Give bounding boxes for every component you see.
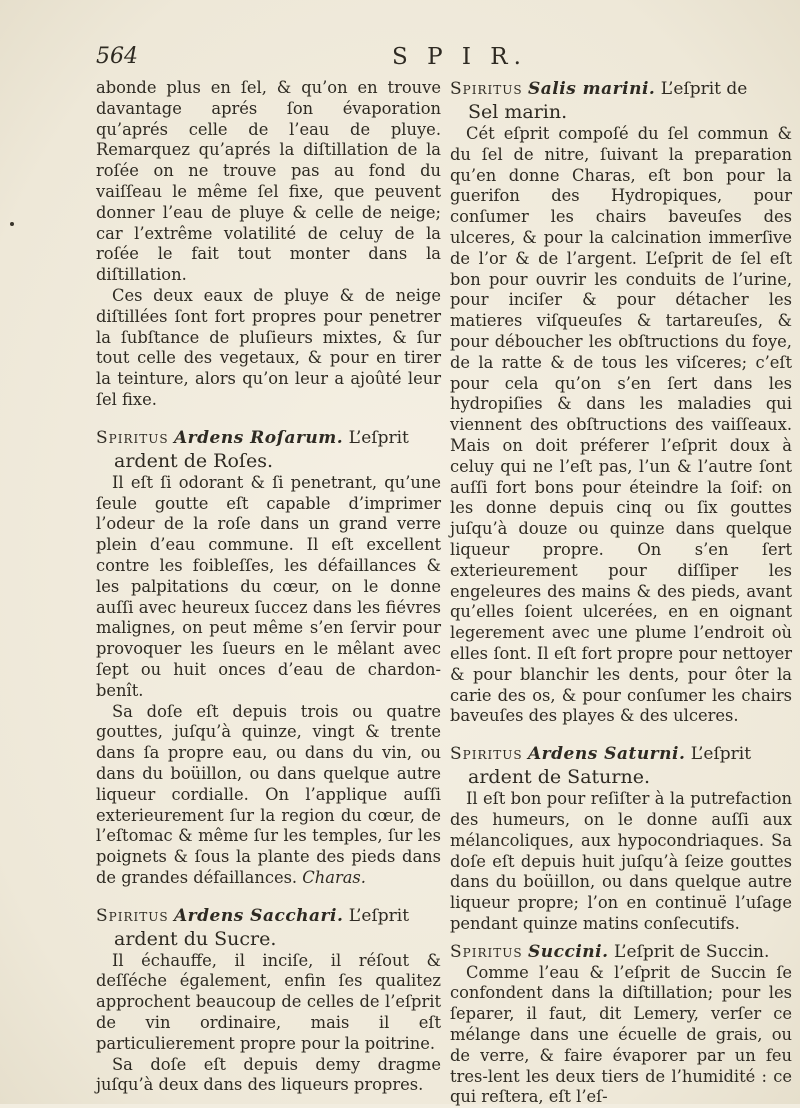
- entry-head-word: Spiritus: [96, 905, 169, 926]
- entry-spiritus-salis-marini: [450, 78, 792, 727]
- entry-latin-name: Succini.: [527, 941, 609, 962]
- page-number: 564: [96, 44, 138, 69]
- entry-french-gloss-cont: ardent du Sucre.: [114, 927, 277, 950]
- entry-french-gloss-cont: ardent de Saturne.: [468, 766, 650, 789]
- entry-french-gloss-cont: Sel marin.: [468, 101, 568, 123]
- entry-head-word: Spiritus: [450, 941, 523, 962]
- entry-heading: [450, 78, 792, 124]
- page-header: [96, 44, 716, 78]
- entry-heading: [450, 941, 792, 963]
- running-head: S P I R.: [392, 44, 527, 70]
- entry-french-gloss: L’eſprit: [348, 427, 409, 448]
- entry-french-gloss: L’eſprit: [348, 905, 410, 926]
- citation: Charas.: [302, 867, 366, 887]
- entry-spiritus-ardens-saturni: [450, 743, 792, 935]
- entry-text: Il eſt ſi odorant & ſi penetrant, qu’une ſeule goutte eſt capable d’imprimer l’odeur de la roſe dans un grand verre plein d’eau commune. Il eſt excellent contre les foibleſſes, les défaillances & les palpitations du cœur, on le donne auſſi avec heureux ſuccez dans les fiévres malignes, on peut même s’en ſervir pour provoquer les ſueurs en le mêlant avec ſept ou huit onces d’eau de chardon-benît.: [96, 472, 441, 700]
- right-column: [450, 78, 792, 1108]
- entry-text: [96, 702, 441, 889]
- entry-head-word: Spiritus: [450, 744, 523, 765]
- paragraph: abonde plus en ſel, & qu’on en trouve davantage aprés ſon évaporation qu’aprés celle de l’eau de pluye. Remarquez qu’aprés la diſtillation de la roſée on ne trouve pas au fond du vaiſſeau le même ſel fixe, que peuvent donner l’eau de pluye & celle de neige; car l’extrême volatilité de celuy de la roſée le fait tout monter dans la diſtillation.: [96, 78, 441, 285]
- entry-heading: [96, 427, 441, 473]
- left-column: [96, 78, 441, 1096]
- entry-text-body: Sa doſe eſt depuis trois ou quatre gouttes, juſqu’à quinze, vingt & trente dans ſa propre eau, ou dans du vin, ou dans du boüillon, ou dans quelque autre liqueur cordialle. On l’applique auſſi exterieurement ſur la region du cœur, de l’eſtomac & même ſur les temples, ſur les poignets & ſous la plante des pieds dans de grandes défaillances.: [96, 701, 441, 887]
- entry-spiritus-ardens-rosarum: [96, 427, 441, 889]
- entry-latin-name: Salis marini.: [527, 79, 656, 99]
- entry-french-gloss: L’eſprit de: [660, 79, 748, 99]
- paragraph: Ces deux eaux de pluye & de neige diſtillées ſont fort propres pour penetrer la ſubſtance de pluſieurs mixtes, & ſur tout celle des vegetaux, & pour en tirer la teinture, alors qu’on leur a ajoûté leur ſel fixe.: [96, 285, 441, 409]
- entry-french-gloss-cont: ardent de Roſes.: [114, 449, 273, 472]
- entry-heading: [450, 743, 792, 789]
- entry-text: Cét eſprit compoſé du ſel commun & du ſel de nitre, ſuivant la preparation qu’en donne Charas, eſt bon pour la guerifon des Hydropiques, pour conſumer les chairs baveuſes des ulceres, & pour la calcination immerſive de l’or & de l’argent. L’eſprit de ſel eſt bon pour ouvrir les conduits de l’urine, pour inciſer & pour détacher les matieres viſqueuſes & tartareuſes, & pour déboucher les obſtructions du foye, de la ratte & de tous les viſceres; c’eſt pour cela qu’on s’en ſert dans les hydropiſies & dans les maladies qui viennent des obſtructions des vaiſſeaux. Mais on doit préferer l’eſprit doux à celuy qui ne l’eſt pas, l’un & l’autre ſont auſſi fort bons pour éteindre la ſoif: on les donne depuis cinq ou ſix gouttes juſqu’à douze ou quinze dans quelque liqueur propre. On s’en ſert exterieurement pour diſſiper les engeleures des mains & des pieds, avant qu’elles ſoient ulcerées, en en oignant legerement avec une plume l’endroit où elles ſont. Il eſt fort propre pour nettoyer & pour blanchir les dents, pour ôter la carie des os, & pour conſumer les chairs baveuſes des playes & des ulceres.: [450, 124, 792, 726]
- entry-head-word: Spiritus: [450, 79, 523, 99]
- entry-head-word: Spiritus: [96, 427, 169, 448]
- entry-heading: [96, 905, 441, 951]
- entry-text: Il eſt bon pour reſiſter à la putrefaction des humeurs, on le donne auſſi aux mélancoliques, aux hypocondriaques. Sa doſe eſt depuis huit juſqu’à ſeize gouttes dans du boüillon, ou dans quelque autre liqueur propre; l’on en continuë l’uſage pendant quinze matins conſecutifs.: [450, 789, 792, 933]
- entry-latin-name: Ardens Sacchari.: [173, 905, 344, 926]
- entry-french-gloss: L’eſprit de Succin.: [613, 941, 770, 962]
- entry-text: Il échauffe, il inciſe, il réſout & deſſéche également, enfin ſes qualitez approchent beaucoup de celles de l’eſprit de vin ordinaire, mais il eſt particulierement propre pour la poitrine.: [96, 950, 441, 1053]
- entry-french-gloss: L’eſprit: [690, 744, 752, 765]
- entry-text: Sa doſe eſt depuis demy dragme juſqu’à deux dans des liqueurs propres.: [96, 1054, 441, 1095]
- entry-text: Comme l’eau & l’eſprit de Succin ſe confondent dans la diſtillation; pour les ſeparer, il faut, dit Lemery, verſer ce mélange dans une écuelle de grais, ou de verre, & faire évaporer par un feu tres-lent les deux tiers de l’humidité : ce qui reſtera, eſt l’eſ-: [450, 962, 792, 1107]
- entry-spiritus-ardens-sacchari: [96, 905, 441, 1097]
- entry-latin-name: Ardens Saturni.: [527, 744, 686, 765]
- margin-dot: [10, 222, 14, 226]
- entry-latin-name: Ardens Roſarum.: [173, 427, 344, 448]
- entry-spiritus-succini: [450, 941, 792, 1108]
